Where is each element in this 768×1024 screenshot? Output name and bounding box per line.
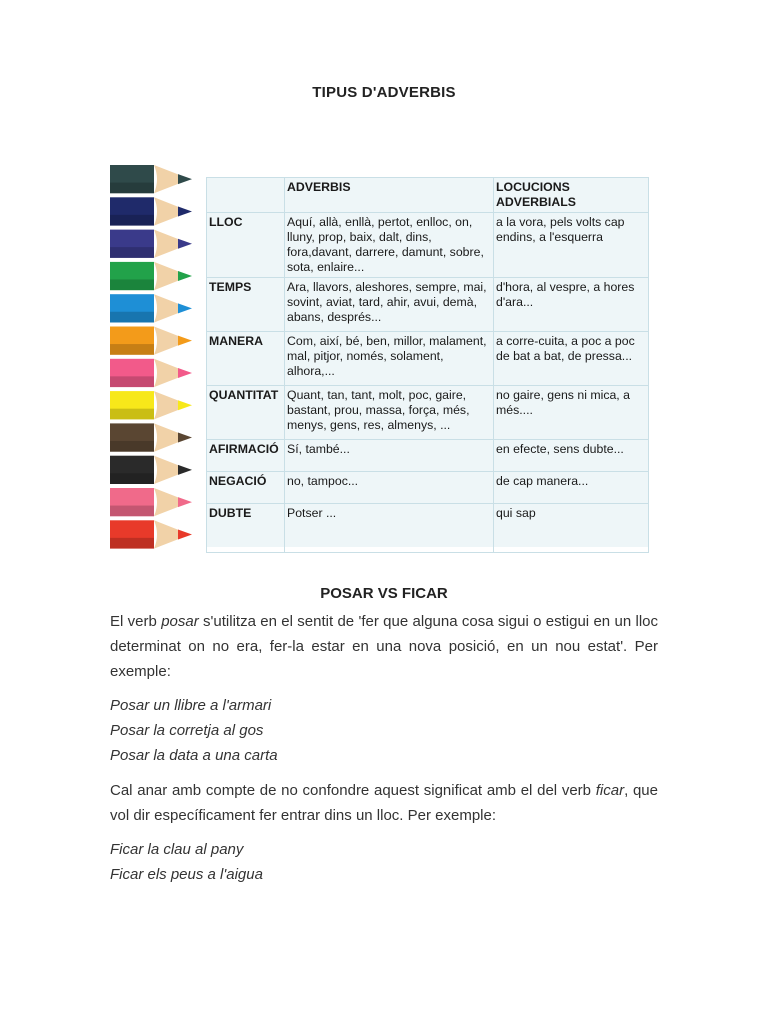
locucions-cell: a la vora, pels volts cap endins, a l'esquerra — [494, 213, 649, 278]
paragraph-text: Cal anar amb compte de no confondre aquest significat amb el del verb — [110, 782, 596, 799]
locucions-cell: en efecte, sens dubte... — [494, 440, 649, 472]
pencil — [110, 488, 192, 516]
adverbs-table-container — [206, 177, 648, 547]
example-item: Ficar la clau al pany — [110, 841, 244, 858]
table-row — [207, 213, 649, 278]
row-label: DUBTE — [207, 504, 285, 553]
pencil — [110, 391, 192, 419]
paragraph-text: s'utilitza en el sentit de 'fer que alguna cosa sigui o estigui en un lloc determinat on no era, fer-la estar en una nova posició, en un nou estat'. Per exemple: — [110, 613, 658, 680]
table-row — [207, 386, 649, 440]
adverbis-cell: Sí, també... — [285, 440, 494, 472]
locucions-cell: de cap manera... — [494, 472, 649, 504]
example-item: Posar la corretja al gos — [110, 722, 264, 739]
pencil — [110, 262, 192, 290]
row-label: AFIRMACIÓ — [207, 440, 285, 472]
colored-pencils-image — [110, 163, 204, 551]
paragraph-emphasis: ficar — [595, 782, 625, 799]
table-header-cell: ADVERBIS — [285, 178, 494, 213]
pencil — [110, 197, 192, 225]
example-item: Posar la data a una carta — [110, 747, 278, 764]
row-label: NEGACIÓ — [207, 472, 285, 504]
pencil — [110, 165, 192, 193]
page-title: TIPUS D'ADVERBIS — [312, 84, 456, 101]
paragraph-ficar — [110, 778, 658, 828]
example-item: Posar un llibre a l'armari — [110, 697, 272, 714]
section-title: POSAR VS FICAR — [320, 585, 448, 602]
locucions-cell: d'hora, al vespre, a hores d'ara... — [494, 278, 649, 332]
examples-ficar — [110, 837, 658, 887]
table-row — [207, 472, 649, 504]
pencil — [110, 456, 192, 484]
row-label: LLOC — [207, 213, 285, 278]
table-row — [207, 332, 649, 386]
example-item: Ficar els peus a l'aigua — [110, 866, 263, 883]
table-header-cell — [207, 178, 285, 213]
paragraph-posar — [110, 609, 658, 684]
paragraph-text: El verb — [110, 613, 162, 630]
table-row — [207, 278, 649, 332]
pencil — [110, 423, 192, 451]
table-row — [207, 504, 649, 553]
table-row — [207, 440, 649, 472]
adverbis-cell: no, tampoc... — [285, 472, 494, 504]
row-label: TEMPS — [207, 278, 285, 332]
table-header-row — [207, 178, 649, 213]
row-label: MANERA — [207, 332, 285, 386]
adverbis-cell: Ara, llavors, aleshores, sempre, mai, sovint, aviat, tard, ahir, avui, demà, abans, després... — [285, 278, 494, 332]
examples-posar — [110, 693, 658, 768]
pencil — [110, 520, 192, 548]
row-label: QUANTITAT — [207, 386, 285, 440]
adverbis-cell: Potser ... — [285, 504, 494, 553]
pencil — [110, 359, 192, 387]
table-header-cell: LOCUCIONS ADVERBIALS — [494, 178, 649, 213]
adverbis-cell: Quant, tan, tant, molt, poc, gaire, bastant, prou, massa, força, més, menys, gens, res, almenys, ... — [285, 386, 494, 440]
adverbis-cell: Aquí, allà, enllà, pertot, enlloc, on, lluny, prop, baix, dalt, dins, fora,davant, darrere, damunt, sobre, sota, enlaire... — [285, 213, 494, 278]
adverbs-table — [206, 177, 649, 553]
locucions-cell: a corre-cuita, a poc a poc de bat a bat, de pressa... — [494, 332, 649, 386]
pencil — [110, 327, 192, 355]
locucions-cell: qui sap — [494, 504, 649, 553]
pencil — [110, 230, 192, 258]
paragraph-text: , que vol dir específicament fer entrar dins un lloc. Per exemple: — [110, 782, 658, 824]
adverbis-cell: Com, així, bé, ben, millor, malament, mal, pitjor, només, solament, alhora,... — [285, 332, 494, 386]
paragraph-emphasis: posar — [161, 613, 199, 630]
locucions-cell: no gaire, gens ni mica, a més.... — [494, 386, 649, 440]
pencil — [110, 294, 192, 322]
